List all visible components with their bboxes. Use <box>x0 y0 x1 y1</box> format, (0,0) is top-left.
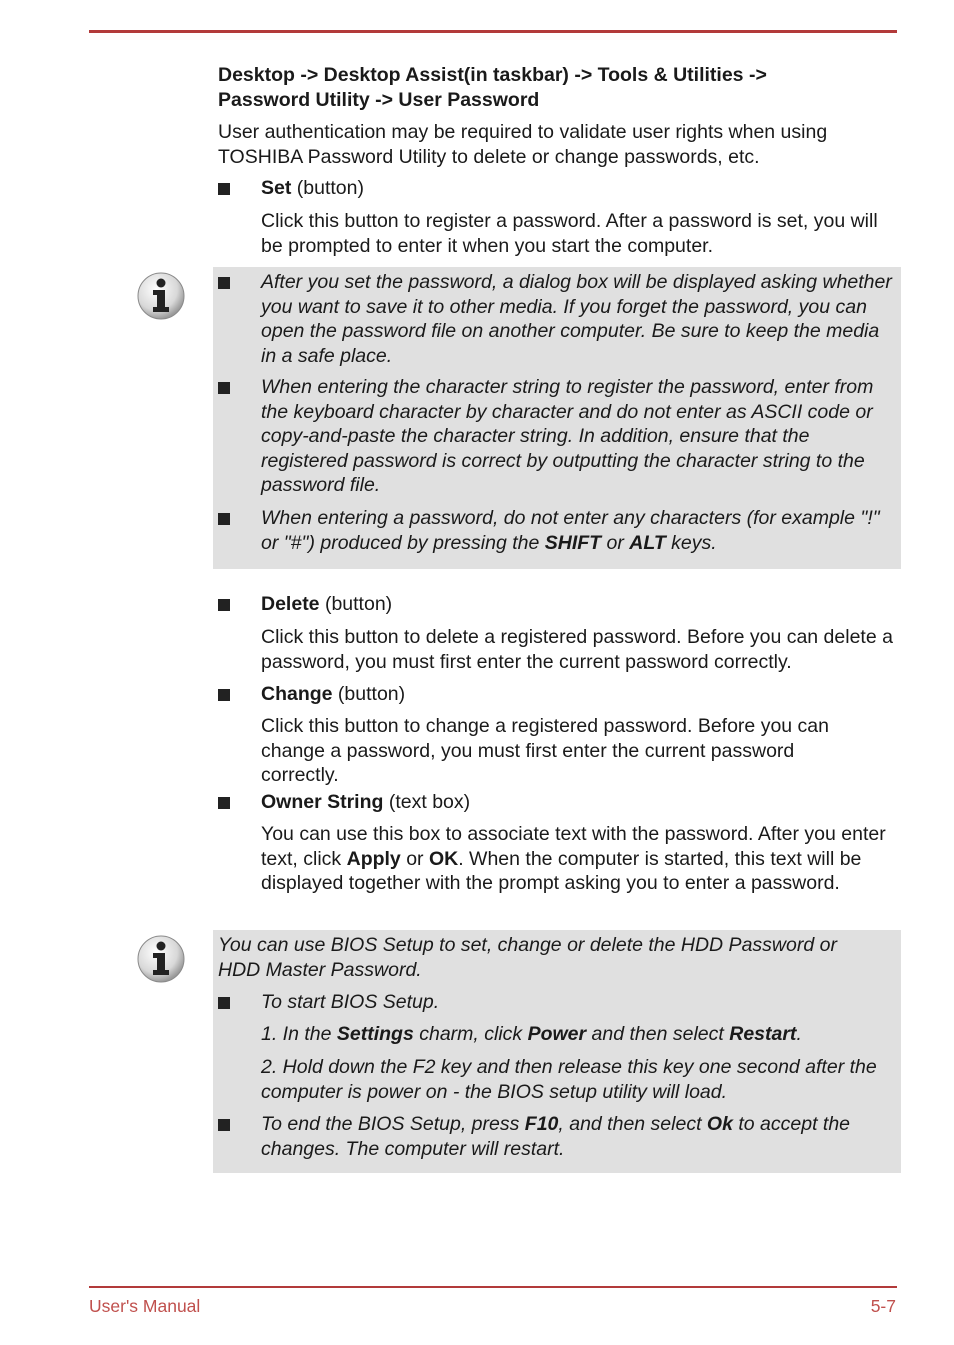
ui-term: Apply <box>346 847 401 870</box>
text-run: charm, click <box>413 1023 528 1045</box>
header-rule <box>89 30 897 33</box>
bullet-square-icon <box>218 599 230 611</box>
delete-description: Click this button to delete a registered password. Before you can delete a password, you must first enter the current password correctly. <box>261 626 893 673</box>
heading-line-1: Desktop -> Desktop Assist(in taskbar) -> Tools & Utilities -> <box>218 64 767 86</box>
note-text: When entering the character string to register the password, enter from the keyboard character by character and do not enter as ASCII code or copy-and-paste the character string. In addition, ensure that the registered password is correct by outputting the character string to the password file. <box>261 376 874 496</box>
item-kind: (button) <box>291 177 364 199</box>
item-kind: (button) <box>332 683 406 705</box>
item-name: Set <box>261 177 292 199</box>
text-run: keys. <box>665 531 717 554</box>
change-description: Click this button to change a registered password. Before you can change a password, you must first enter the current password correctly. <box>261 715 829 786</box>
key-name: F10 <box>524 1113 559 1135</box>
info-icon <box>136 934 186 984</box>
bullet-square-icon <box>218 513 230 525</box>
list-item-set <box>218 176 898 201</box>
bullet-square-icon <box>218 997 230 1009</box>
ui-term: Settings <box>336 1023 414 1045</box>
text-run: . When the computer is started, this text will be displayed together with the prompt asking you to enter a password. <box>261 847 862 894</box>
heading-line-2: Password Utility -> User Password <box>218 88 540 111</box>
key-name: ALT <box>629 531 666 554</box>
note-item <box>218 990 898 1015</box>
bullet-square-icon <box>218 382 230 394</box>
text-run: You can use this box to associate text with the password. After you enter text, click <box>261 823 886 870</box>
footer-manual-title: User's Manual <box>89 1296 201 1316</box>
list-item-owner-string <box>218 790 898 815</box>
note-text <box>261 1112 898 1161</box>
key-name: SHIFT <box>544 531 602 554</box>
text-run: or <box>601 531 630 554</box>
text-run: . <box>796 1023 802 1045</box>
info-icon <box>136 271 186 321</box>
note-item <box>218 506 898 555</box>
item-kind: (button) <box>319 593 393 615</box>
note-step-2: 2. Hold down the F2 key and then release this key one second after the computer is power on - the BIOS setup utility will load. <box>261 1056 877 1103</box>
list-item-delete <box>218 592 898 617</box>
bullet-square-icon <box>218 797 230 809</box>
note-text <box>261 506 898 555</box>
text-run: or <box>400 847 429 870</box>
note-intro: You can use BIOS Setup to set, change or delete the HDD Password or HDD Master Password. <box>218 934 837 981</box>
section-heading <box>218 63 858 112</box>
list-item-change <box>218 682 898 707</box>
note-text: To start BIOS Setup. <box>261 991 440 1013</box>
text-run: and then select <box>586 1023 730 1045</box>
text-run: , and then select <box>558 1113 707 1135</box>
footer-rule <box>89 1286 897 1288</box>
note-item <box>218 1112 898 1161</box>
item-name: Change <box>261 683 333 705</box>
bullet-square-icon <box>218 1119 230 1131</box>
note-item <box>218 375 898 498</box>
set-description: Click this button to register a password. After a password is set, you will be prompted to enter it when you start the computer. <box>261 210 878 257</box>
bullet-square-icon <box>218 277 230 289</box>
ui-term: OK <box>428 847 459 870</box>
note-box-2 <box>213 930 901 1173</box>
note-text: After you set the password, a dialog box will be displayed asking whether you want to save it to other media. If you forget the password, you can open the password file on another computer. Be sure to keep the media in a safe place. <box>261 271 892 367</box>
note-box-1 <box>213 267 901 569</box>
text-run: to accept the changes. The computer will restart. <box>261 1113 851 1160</box>
note-step-1 <box>261 1022 891 1047</box>
note-item <box>218 270 898 368</box>
ui-term: Restart <box>729 1023 797 1045</box>
item-name: Owner String <box>261 791 384 813</box>
item-name: Delete <box>261 593 320 615</box>
item-kind: (text box) <box>383 791 471 813</box>
text-run: 1. In the <box>261 1023 337 1045</box>
page-number: 5-7 <box>870 1296 896 1316</box>
intro-paragraph: User authentication may be required to validate user rights when using TOSHIBA Password Utility to delete or change passwords, etc. <box>218 121 828 168</box>
ui-term: Ok <box>706 1113 733 1135</box>
text-run: When entering a password, do not enter any characters (for example "!" or "#") produced by pressing the <box>261 507 880 554</box>
ui-term: Power <box>527 1023 587 1045</box>
bullet-square-icon <box>218 689 230 701</box>
bullet-square-icon <box>218 183 230 195</box>
text-run: To end the BIOS Setup, press <box>261 1113 525 1135</box>
owner-string-description <box>261 822 891 896</box>
